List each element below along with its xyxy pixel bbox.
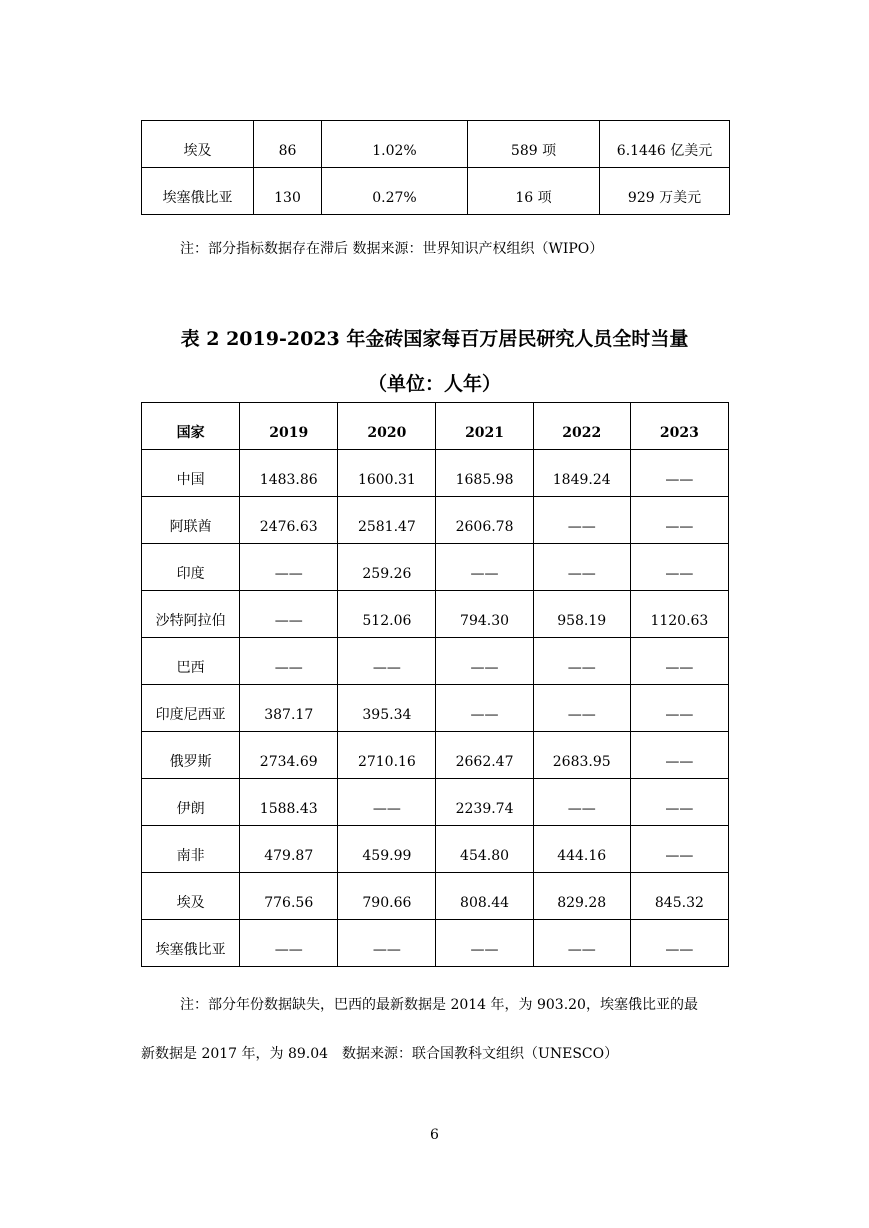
table-row <box>142 826 729 873</box>
table-header-row <box>142 403 729 450</box>
table-cell: 埃塞俄比亚 <box>142 920 240 967</box>
table-cell: 845.32 <box>630 873 728 920</box>
table2-note-line2: 新数据是 2017 年，为 89.04 数据来源：联合国教科文组织（UNESCO） <box>141 1046 619 1062</box>
table-cell: 埃及 <box>142 873 240 920</box>
table2-unit: （单位：人年） <box>367 373 501 395</box>
table2-title: 表 2 2019-2023 年金砖国家每百万居民研究人员全时当量 <box>180 328 689 350</box>
table-row <box>142 873 729 920</box>
table-cell: 16 项 <box>468 168 600 215</box>
table-cell: 958.19 <box>533 591 630 638</box>
table-cell: 2476.63 <box>240 497 338 544</box>
table-cell: —— <box>436 920 533 967</box>
table-cell: 808.44 <box>436 873 533 920</box>
table-row <box>142 544 729 591</box>
table-cell: —— <box>240 920 338 967</box>
table-row <box>142 168 730 215</box>
table-row <box>142 450 729 497</box>
column-header: 2022 <box>533 403 630 450</box>
table-cell: 印度尼西亚 <box>142 685 240 732</box>
table-cell: —— <box>240 638 338 685</box>
table-cell: 阿联酋 <box>142 497 240 544</box>
table-row <box>142 121 730 168</box>
table-cell: 2581.47 <box>338 497 436 544</box>
table-cell: 2683.95 <box>533 732 630 779</box>
table-cell: —— <box>630 638 728 685</box>
table-cell: —— <box>630 544 728 591</box>
column-header: 国家 <box>142 403 240 450</box>
table-row <box>142 732 729 779</box>
table-row <box>142 638 729 685</box>
table-cell: 395.34 <box>338 685 436 732</box>
column-header: 2019 <box>240 403 338 450</box>
table-cell: —— <box>338 779 436 826</box>
table-cell: 中国 <box>142 450 240 497</box>
table-cell: 6.1446 亿美元 <box>600 121 730 168</box>
table-cell: 沙特阿拉伯 <box>142 591 240 638</box>
column-header: 2020 <box>338 403 436 450</box>
table-cell: 794.30 <box>436 591 533 638</box>
table2-note-line1: 注：部分年份数据缺失，巴西的最新数据是 2014 年，为 903.20，埃塞俄比亚的最 <box>180 997 698 1013</box>
table-cell: 259.26 <box>338 544 436 591</box>
table-cell: —— <box>630 826 728 873</box>
table-cell: —— <box>533 685 630 732</box>
table-cell: 444.16 <box>533 826 630 873</box>
table-cell: —— <box>630 450 728 497</box>
table-cell: —— <box>630 685 728 732</box>
table-cell: —— <box>533 920 630 967</box>
table-cell: —— <box>338 638 436 685</box>
table-cell: —— <box>436 685 533 732</box>
table-cell: 929 万美元 <box>600 168 730 215</box>
table1-note: 注：部分指标数据存在滞后 数据来源：世界知识产权组织（WIPO） <box>180 241 604 257</box>
table-cell: 130 <box>254 168 322 215</box>
table-cell: 埃塞俄比亚 <box>142 168 254 215</box>
table-cell: 2734.69 <box>240 732 338 779</box>
table-cell: —— <box>533 638 630 685</box>
table-cell: —— <box>240 544 338 591</box>
table-cell: 南非 <box>142 826 240 873</box>
table-cell: —— <box>630 732 728 779</box>
table-cell: 巴西 <box>142 638 240 685</box>
table-cell: 1483.86 <box>240 450 338 497</box>
table-row <box>142 591 729 638</box>
table-cell: —— <box>630 497 728 544</box>
table-cell: 1685.98 <box>436 450 533 497</box>
table-cell: —— <box>533 497 630 544</box>
table-cell: 86 <box>254 121 322 168</box>
table-cell: —— <box>436 638 533 685</box>
table-cell: 1600.31 <box>338 450 436 497</box>
table-cell: —— <box>436 544 533 591</box>
table-cell: —— <box>338 920 436 967</box>
table-cell: 1849.24 <box>533 450 630 497</box>
table-cell: 1.02% <box>322 121 468 168</box>
table-cell: 776.56 <box>240 873 338 920</box>
table-cell: 387.17 <box>240 685 338 732</box>
table-cell: 512.06 <box>338 591 436 638</box>
table-cell: —— <box>630 779 728 826</box>
table-cell: 589 项 <box>468 121 600 168</box>
table-row <box>142 685 729 732</box>
researchers-table <box>141 402 729 967</box>
table-cell: 2606.78 <box>436 497 533 544</box>
table-cell: —— <box>630 920 728 967</box>
table-cell: —— <box>533 544 630 591</box>
table-cell: 459.99 <box>338 826 436 873</box>
table-cell: 俄罗斯 <box>142 732 240 779</box>
table-cell: 790.66 <box>338 873 436 920</box>
ip-table-continued <box>141 120 730 215</box>
table-row <box>142 920 729 967</box>
table-cell: 2710.16 <box>338 732 436 779</box>
table-cell: 479.87 <box>240 826 338 873</box>
page-number: 6 <box>430 1127 439 1143</box>
table-cell: 埃及 <box>142 121 254 168</box>
table-cell: 0.27% <box>322 168 468 215</box>
table-cell: 1588.43 <box>240 779 338 826</box>
table-cell: 印度 <box>142 544 240 591</box>
table-cell: —— <box>240 591 338 638</box>
table-row <box>142 497 729 544</box>
table-cell: 2239.74 <box>436 779 533 826</box>
table-cell: 2662.47 <box>436 732 533 779</box>
table-cell: 1120.63 <box>630 591 728 638</box>
table-cell: —— <box>533 779 630 826</box>
table-cell: 454.80 <box>436 826 533 873</box>
column-header: 2021 <box>436 403 533 450</box>
table-cell: 829.28 <box>533 873 630 920</box>
column-header: 2023 <box>630 403 728 450</box>
table-row <box>142 779 729 826</box>
table-cell: 伊朗 <box>142 779 240 826</box>
